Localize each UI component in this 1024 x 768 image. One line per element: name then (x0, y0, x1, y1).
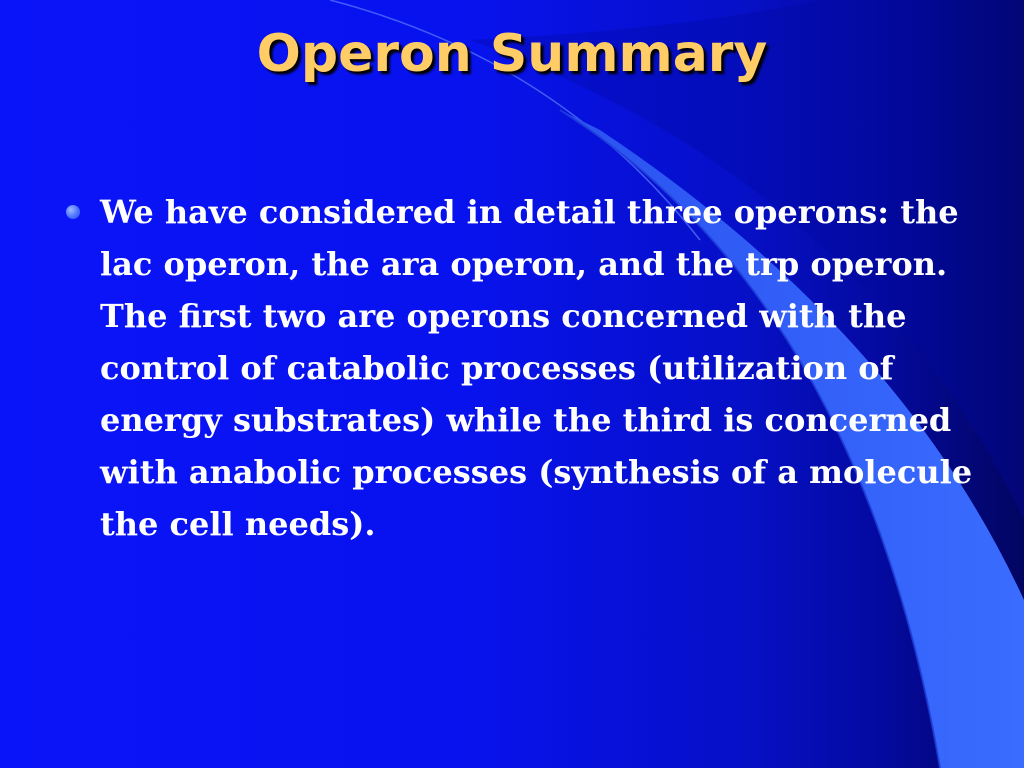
bullet-list (62, 186, 992, 550)
bullet-text: We have considered in detail three operons: the lac operon, the ara operon, and the trp operon. The first two are operons concerned with the control of catabolic processes (utilization of energy substrates) while the third is concerned with anabolic processes (synthesis of a molecule the cell needs). (100, 193, 973, 543)
bullet-item (62, 186, 992, 550)
slide-title: Operon Summary (256, 24, 768, 84)
round-bullet-icon (66, 205, 80, 219)
